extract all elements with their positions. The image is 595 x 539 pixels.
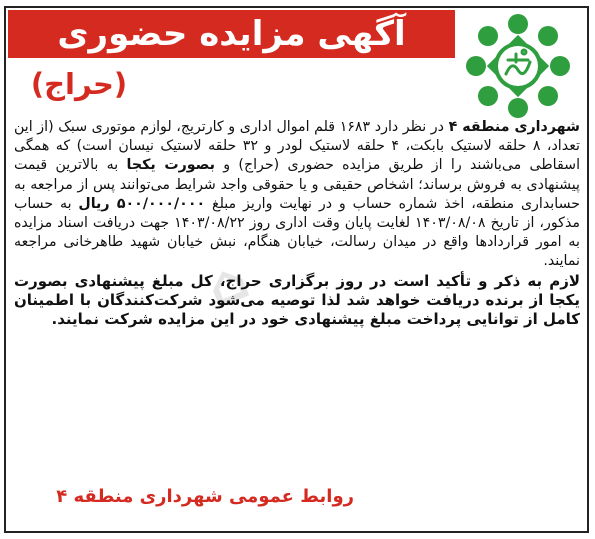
body-emphasis: لازم به ذکر و تأکید است در روز برگزاری حراج، کل مبلغ پیشنهادی بصورت یکجا از برنده دریافت خواهد شد لذا توصیه می‌شود شرکت‌کنندگان با اطمینان کامل از توانایی پرداخت مبلغ پیشنهادی خود در این مزایده شرکت نمایند. [14, 271, 580, 329]
body-part-1: در نظر دارد ۱۶۸۳ قلم اموال اداری و کارتریج، لوازم موتوری سبک (از این تعداد، ۸ حلقه لاستیک بابکت، ۴ حلقه لاستیک لودر و ۳۲ حلقه لاستیک نیسان است) که همگی اسقاطی می‌باشند را از طریق مزایده حضوری (حراج) و [14, 119, 581, 174]
notice-paragraph [14, 118, 580, 272]
notice-body [14, 118, 580, 329]
notice-footer: روابط عمومی شهرداری منطقه ۴ [56, 486, 354, 507]
body-lead: شهرداری منطقه ۴ [448, 119, 580, 135]
body-single-lot: بصورت یکجا [126, 157, 215, 174]
body-amount: ۵۰۰/۰۰۰/۰۰۰ ریال [78, 195, 206, 212]
body-part-2: به بالاترین قیمت پیشنهادی به فروش برساند؛ اشخاص حقیقی و یا حقوقی واجد شرایط می‌توانند پس از مراجعه به حسابداری منطقه، اخذ شماره حساب و در نهایت واریز مبلغ [14, 157, 580, 212]
notice-subtitle: (حراج) [30, 67, 128, 101]
watermark: ⌂ [197, 247, 258, 321]
tehran-municipality-emblem-icon [466, 14, 570, 118]
body-part-3: به حساب مذکور، از تاریخ ۱۴۰۳/۰۸/۰۸ لغایت پایان وقت اداری روز ۱۴۰۳/۰۸/۲۲ جهت دریافت اسناد مزایده به امور قراردادها واقع در میدان رسالت، خیابان هنگام، نبش خیابان شهید طاهرخانی مراجعه نمایند. [14, 195, 580, 270]
notice-title: آگهی مزایده حضوری [57, 14, 406, 54]
